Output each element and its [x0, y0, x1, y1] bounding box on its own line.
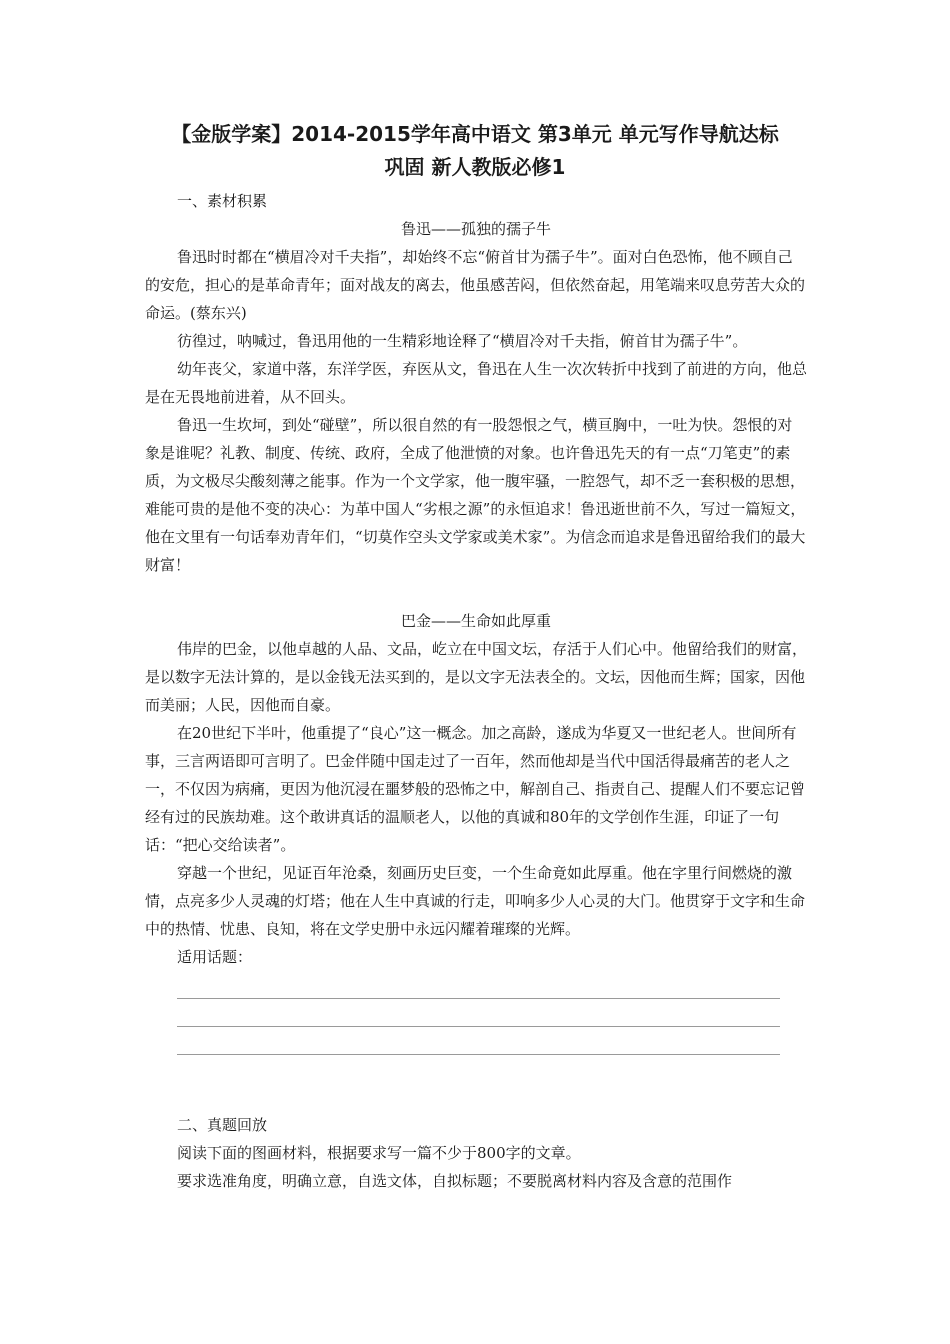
section2-paragraph-1: 阅读下面的图画材料，根据要求写一篇不少于800字的文章。 [177, 1144, 581, 1162]
article2-paragraph-2: 在20世纪下半叶，他重提了“良心”这一概念。加之高龄，遂成为华夏又一世纪老人。世间所有事，三言两语即可言明了。巴金伴随中国走过了一百年，然而他却是当代中国活得最痛苦的老人之一，不仅因为病痛，更因为他沉浸在噩梦般的恐怖之中，解剖自己、指责自己、提醒人们不要忘记曾经有过的民族劫难。这个敢讲真话的温顺老人，以他的真诚和80年的文学创作生涯，印证了一句话：“把心交给读者”。 [145, 724, 806, 854]
title-line-1: 【金版学案】2014-2015学年高中语文 第3单元 单元写作导航达标 [171, 122, 779, 146]
article2-paragraph-1: 伟岸的巴金，以他卓越的人品、文品，屹立在中国文坛，存活于人们心中。他留给我们的财富，是以数字无法计算的，是以金钱无法买到的，是以文字无法表全的。文坛，因他而生辉；国家，因他而美丽；人民，因他而自豪。 [145, 640, 808, 714]
article2-paragraph-3: 穿越一个世纪，见证百年沧桑，刻画历史巨变，一个生命竟如此厚重。他在字里行间燃烧的激情，点亮多少人灵魂的灯塔；他在人生中真诚的行走，叩响多少人心灵的大门。他贯穿于文字和生命中的热情、忧患、良知，将在文学史册中永远闪耀着璀璨的光辉。 [145, 864, 806, 938]
article1-paragraph-1: 鲁迅时时都在“横眉冷对千夫指”，却始终不忘“俯首甘为孺子牛”。面对白色恐怖，他不顾自己的安危，担心的是革命青年；面对战友的离去，他虽感苦闷，但依然奋起，用笔端来叹息劳苦大众的命运。(蔡东兴) [145, 248, 806, 322]
article1-paragraph-2: 彷徨过，呐喊过，鲁迅用他的一生精彩地诠释了“横眉冷对千夫指，俯首甘为孺子牛”。 [177, 332, 748, 350]
article1-paragraph-3: 幼年丧父，家道中落，东洋学医，弃医从文，鲁迅在人生一次次转折中找到了前进的方向，他总是在无畏地前进着，从不回头。 [145, 360, 808, 406]
title-line-2: 巩固 新人教版必修1 [384, 155, 566, 179]
section2-heading: 二、真题回放 [177, 1116, 268, 1134]
document-body [145, 187, 807, 1195]
topic-label: 适用话题： [177, 948, 253, 966]
article1-title: 鲁迅——孤独的孺子牛 [400, 220, 551, 238]
spacer [145, 1055, 807, 1111]
answer-line-2[interactable] [177, 999, 780, 1027]
section1-heading: 一、素材积累 [177, 192, 268, 210]
answer-line-1[interactable] [177, 971, 780, 999]
answer-line-3[interactable] [177, 1027, 780, 1055]
article2-title: 巴金——生命如此厚重 [400, 612, 551, 630]
article1-paragraph-4: 鲁迅一生坎坷，到处“碰壁”，所以很自然的有一股怨恨之气，横亘胸中，一吐为快。怨恨的对象是谁呢？礼教、制度、传统、政府，全成了他泄愤的对象。也许鲁迅先天的有一点“刀笔吏”的素质，为文极尽尖酸刻薄之能事。作为一个文学家，他一腹牢骚，一腔怨气，却不乏一套积极的思想，难能可贵的是他不变的决心：为革中国人“劣根之源”的永恒追求！鲁迅逝世前不久，写过一篇短文，他在文里有一句话奉劝青年们，“切莫作空头文学家或美术家”。为信念而追求是鲁迅留给我们的最大财富！ [145, 416, 806, 574]
document-title [100, 118, 850, 184]
section2-paragraph-2: 要求选准角度，明确立意，自选文体，自拟标题；不要脱离材料内容及含意的范围作 [177, 1172, 733, 1190]
spacer [145, 579, 807, 607]
